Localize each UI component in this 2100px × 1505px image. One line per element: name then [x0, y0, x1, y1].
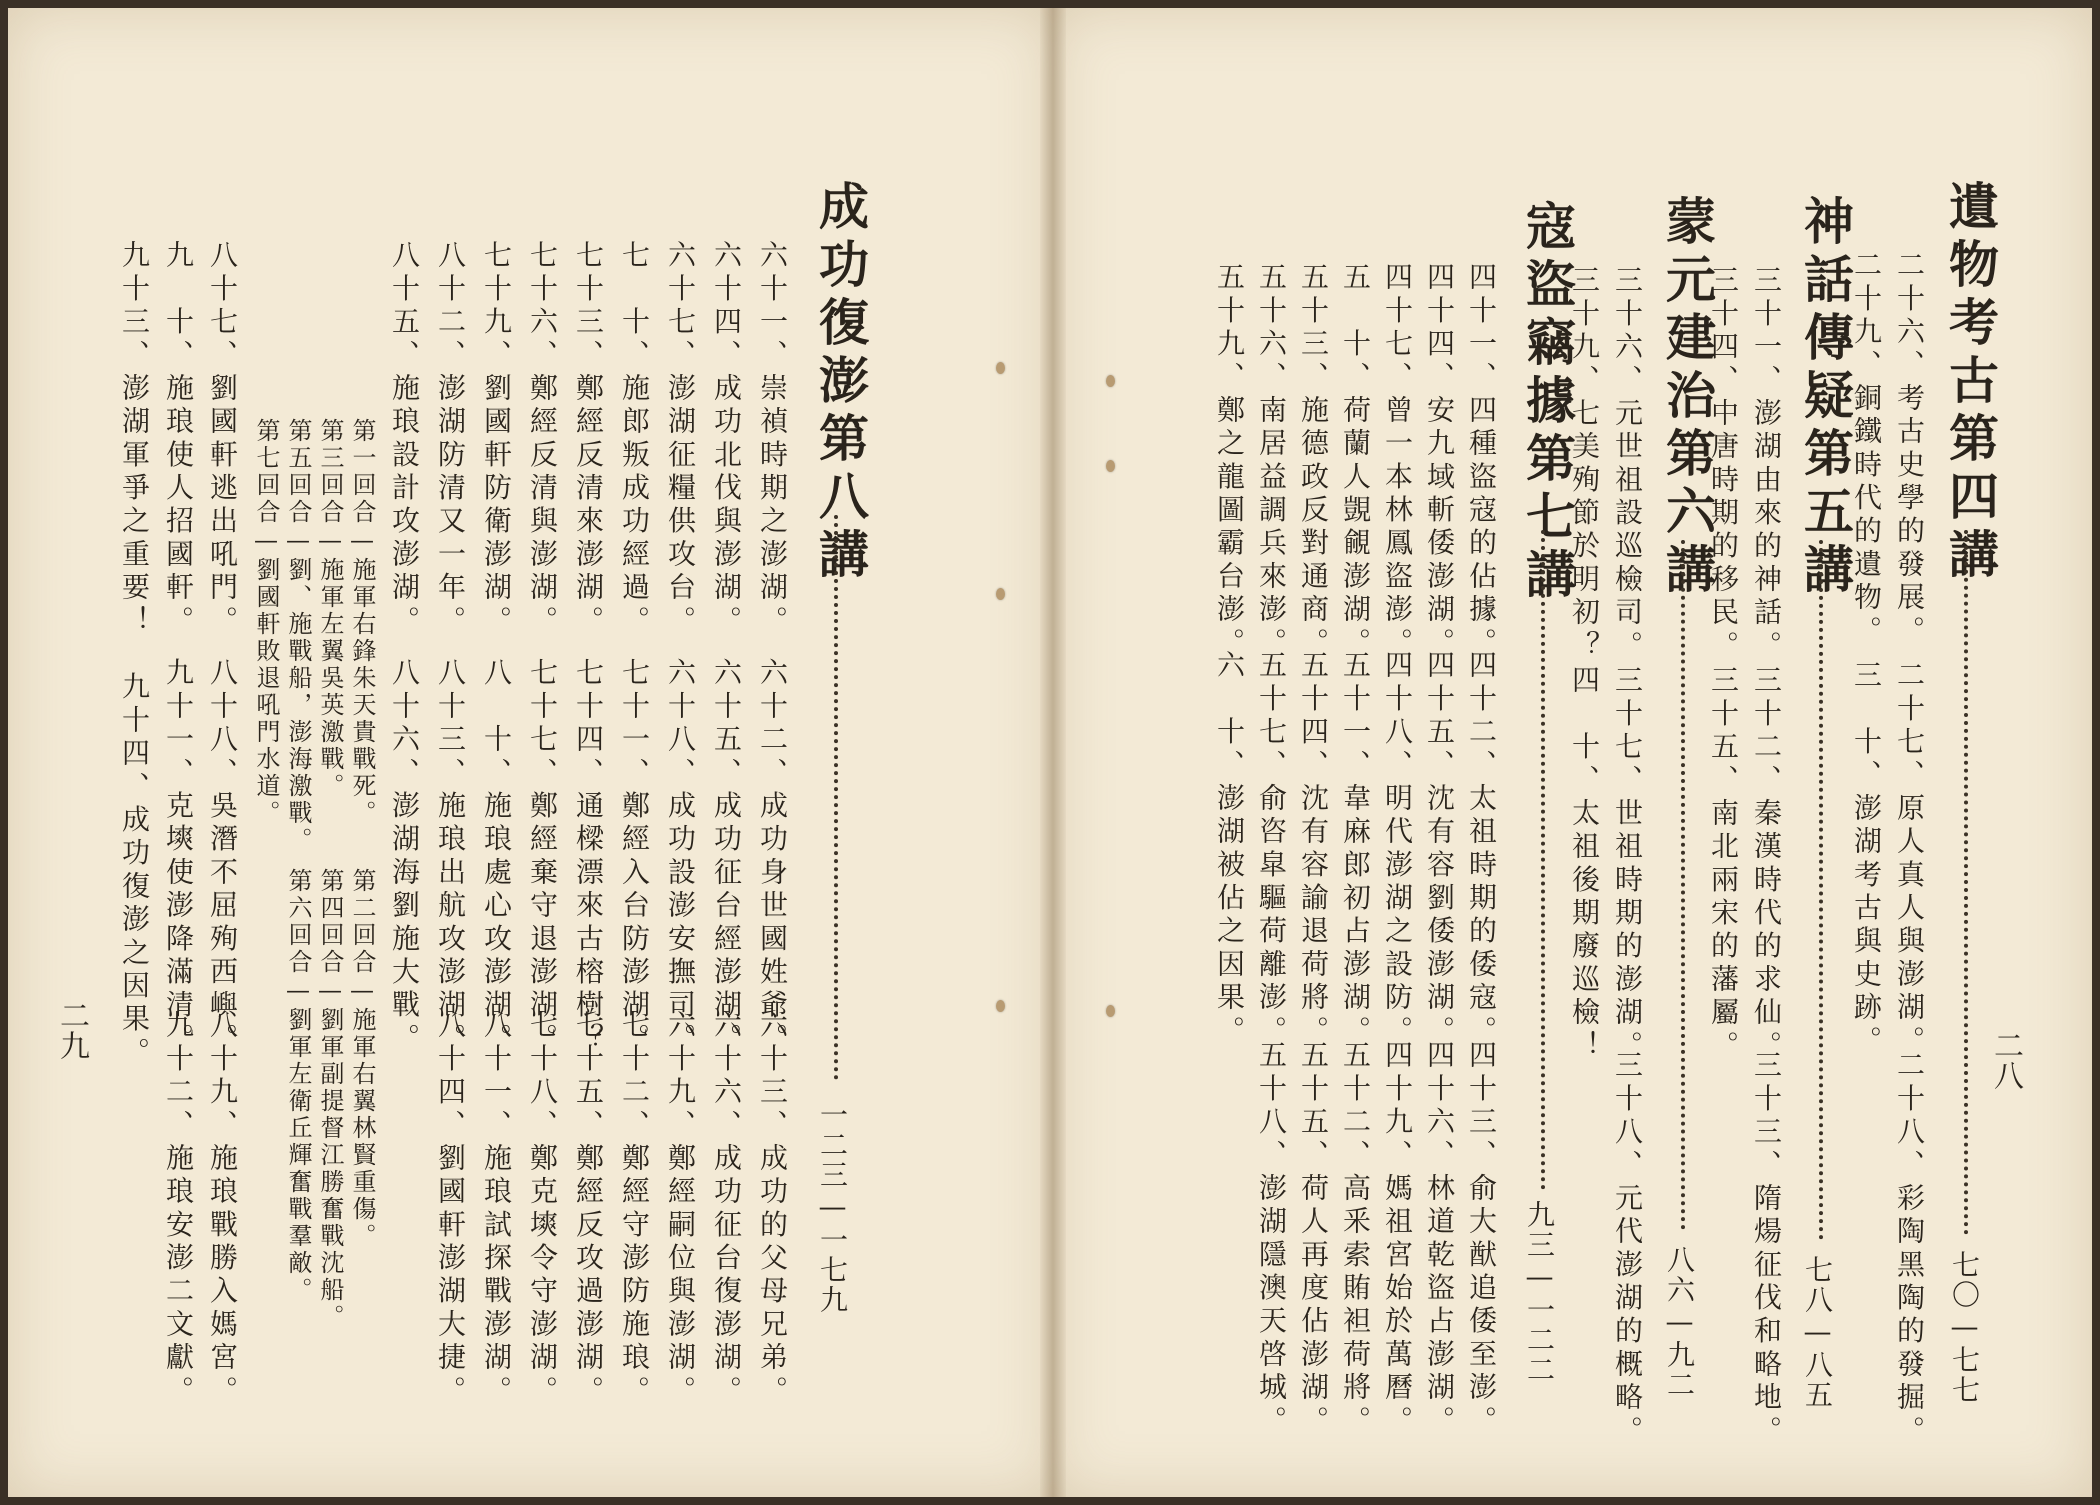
topic-item: 四十五、沈有容劉倭澎湖。 — [1423, 650, 1456, 1049]
topic-item: 三十五、南北兩宋的藩屬。 — [1707, 665, 1740, 1064]
dot-leader — [1681, 540, 1685, 1230]
section-title-lecture-6: 蒙元建治第六講 — [1658, 195, 1717, 601]
topic-item: 二十七、原人真人與澎湖。 — [1893, 660, 1926, 1059]
page-number: 二九 — [54, 1000, 89, 1060]
topic-column: 七 十、施郎叛成功經過。 七十一、鄭經入台防澎湖。 — [618, 240, 651, 1056]
topic-column: 九 十、施琅使人招國軒。 九十一、克塽使澎降滿清。 — [162, 240, 195, 1056]
page-number: 二八 — [1988, 1030, 2023, 1090]
topic-item: 三十三、隋煬征伐和略地。 — [1750, 1050, 1783, 1449]
topic-item: 七十五、鄭經反攻過澎湖。 — [572, 1010, 605, 1409]
topic-item: 六 十、澎湖被佔之因果。 — [1213, 650, 1246, 1049]
dot-leader — [1819, 540, 1823, 1240]
dot-leader — [1964, 530, 1968, 1235]
topic-item: 五十六、南居益調兵來澎。 — [1255, 262, 1288, 661]
topic-column: 六十一、崇禎時期之澎湖。 六十二、成功身世國姓爺。 — [756, 240, 789, 1056]
topic-column: 六十四、成功北伐與澎湖。 六十五、成功征台經澎湖。 — [710, 240, 743, 1056]
topic-item: 六十三、成功的父母兄弟。 — [756, 1010, 789, 1409]
topic-column: 九十三、澎湖軍爭之重要！ 九十四、成功復澎之因果。 — [118, 240, 151, 1070]
topic-item: 四十九、媽祖宮始於萬曆。 — [1381, 1040, 1414, 1439]
topic-item: 五十九、鄭之龍圖霸台澎。 — [1213, 262, 1246, 661]
binding-stitch — [996, 588, 1005, 600]
binding-stitch — [996, 362, 1005, 374]
topic-item: 三十四、中唐時期的移民。 — [1707, 265, 1740, 664]
topic-item: 八十一、施琅試探戰澎湖。 — [480, 1010, 513, 1409]
topic-item: 四十六、林道乾盜占澎湖。 — [1423, 1040, 1456, 1439]
topic-item: 四十八、明代澎湖之設防。 — [1381, 650, 1414, 1049]
topic-item: 五十二、高釆索賄袒荷將。 — [1339, 1040, 1372, 1439]
topic-column: 七十三、鄭經反清來澎湖。 七十四、通樑漂來古榕樹？ — [572, 240, 605, 1056]
topic-item: 七十二、鄭經守澎防施琅。 — [618, 1010, 651, 1409]
topic-item: 八十九、施琅戰勝入媽宮。 — [206, 1010, 239, 1409]
page-range: 八六—九二 — [1663, 1245, 1696, 1400]
topic-column: 七十九、劉國軒防衛澎湖。 八 十、施琅處心攻澎湖。 — [480, 240, 513, 1056]
topic-column: 八十五、施琅設計攻澎湖。 八十六、澎湖海劉施大戰。 — [388, 240, 421, 1056]
battle-round: 第七回合—劉國軒敗退吼門水道。 — [252, 418, 280, 827]
topic-item: 三十七、世祖時期的澎湖。 — [1611, 665, 1644, 1064]
topic-item: 六十九、鄭經嗣位與澎湖。 — [664, 1010, 697, 1409]
topic-item: 二十八、彩陶黑陶的發掘。 — [1893, 1050, 1926, 1449]
battle-round: 第三回合—施軍左翼吳英激戰。 — [316, 418, 344, 800]
section-title-lecture-5: 神話傳疑第五講 — [1796, 195, 1855, 601]
topic-column: 六十七、澎湖征糧供攻台。 六十八、成功設澎安撫司。 — [664, 240, 697, 1056]
topic-item: 三十九、七美殉節於明初？ — [1568, 265, 1601, 664]
topic-item: 四十三、俞大猷追倭至澎。 — [1465, 1040, 1498, 1439]
topic-item: 三十六、元世祖設巡檢司。 — [1611, 265, 1644, 664]
topic-item: 七十八、鄭克塽令守澎湖。 — [526, 1010, 559, 1409]
section-title-lecture-4: 遺物考古第四講 — [1941, 180, 2000, 586]
binding-stitch — [996, 1000, 1005, 1012]
topic-item: 三十一、澎湖由來的神話。 — [1750, 265, 1783, 664]
topic-item: 六十六、成功征台復澎湖。 — [710, 1010, 743, 1409]
topic-item: 五十一、韋麻郎初占澎湖。 — [1339, 650, 1372, 1049]
section-title-lecture-7: 寇盜竊據第七講 — [1518, 200, 1577, 606]
binding-stitch — [1106, 1005, 1115, 1017]
topic-item: 三 十、澎湖考古與史跡。 — [1850, 660, 1883, 1059]
page-range: 一二三—一七九 — [816, 1100, 849, 1315]
topic-item: 三十八、元代澎湖的概略。 — [1611, 1050, 1644, 1449]
page-range: 七〇—七七 — [1948, 1250, 1981, 1405]
battle-round: 第六回合—劉軍左衛丘輝奮戰羣敵。 — [284, 868, 312, 1304]
binding-stitch — [1106, 460, 1115, 472]
dot-leader — [1541, 530, 1545, 1190]
topic-item: 四十七、曾一本林鳳盜澎。 — [1381, 262, 1414, 661]
topic-item: 五十三、施德政反對通商。 — [1297, 262, 1330, 661]
section-title-lecture-8: 成功復澎第八講 — [811, 180, 870, 586]
topic-item: 四十二、太祖時期的倭寇。 — [1465, 650, 1498, 1049]
topic-item: 三十二、秦漢時代的求仙。 — [1750, 665, 1783, 1064]
topic-item: 五十七、俞咨皐驅荷離澎。 — [1255, 650, 1288, 1049]
battle-round: 第一回合—施軍右鋒朱天貴戰死。 — [348, 418, 376, 827]
book-gutter — [1040, 8, 1066, 1497]
topic-item: 四十一、四種盜寇的佔據。 — [1465, 262, 1498, 661]
page-range: 九三—一二二 — [1523, 1200, 1556, 1385]
topic-item: 八十四、劉國軒澎湖大捷。 — [434, 1010, 467, 1409]
topic-item: 九十二、施琅安澎二文獻。 — [162, 1010, 195, 1409]
topic-item: 五 十、荷蘭人覬覦澎湖。 — [1339, 262, 1372, 661]
topic-item: 四十四、安九域斬倭澎湖。 — [1423, 262, 1456, 661]
topic-item: 五十五、荷人再度佔澎湖。 — [1297, 1040, 1330, 1439]
topic-item: 五十四、沈有容諭退荷將。 — [1297, 650, 1330, 1049]
topic-item: 四 十、太祖後期廢巡檢！ — [1568, 665, 1601, 1064]
topic-item: 二十九、銅鐵時代的遺物。 — [1850, 250, 1883, 649]
binding-stitch — [1106, 375, 1115, 387]
battle-round: 第四回合—劉軍副提督江勝奮戰沈船。 — [316, 868, 344, 1331]
battle-round: 第二回合—施軍右翼林賢重傷。 — [348, 868, 376, 1250]
topic-column: 七十六、鄭經反清與澎湖。 七十七、鄭經棄守退澎湖。 — [526, 240, 559, 1056]
page-range: 七八—八五 — [1801, 1255, 1834, 1410]
dot-leader — [834, 515, 838, 1080]
topic-item: 二十六、考古史學的發展。 — [1893, 250, 1926, 649]
topic-item: 五十八、澎湖隱澳天啓城。 — [1255, 1040, 1288, 1439]
topic-column: 八十七、劉國軒逃出吼門。 八十八、吳潛不屈殉西嶼。 — [206, 240, 239, 1056]
topic-column: 八十二、澎湖防清又一年。 八十三、施琅出航攻澎湖。 — [434, 240, 467, 1056]
battle-round: 第五回合—劉、施戰船，澎海激戰。 — [284, 418, 312, 854]
